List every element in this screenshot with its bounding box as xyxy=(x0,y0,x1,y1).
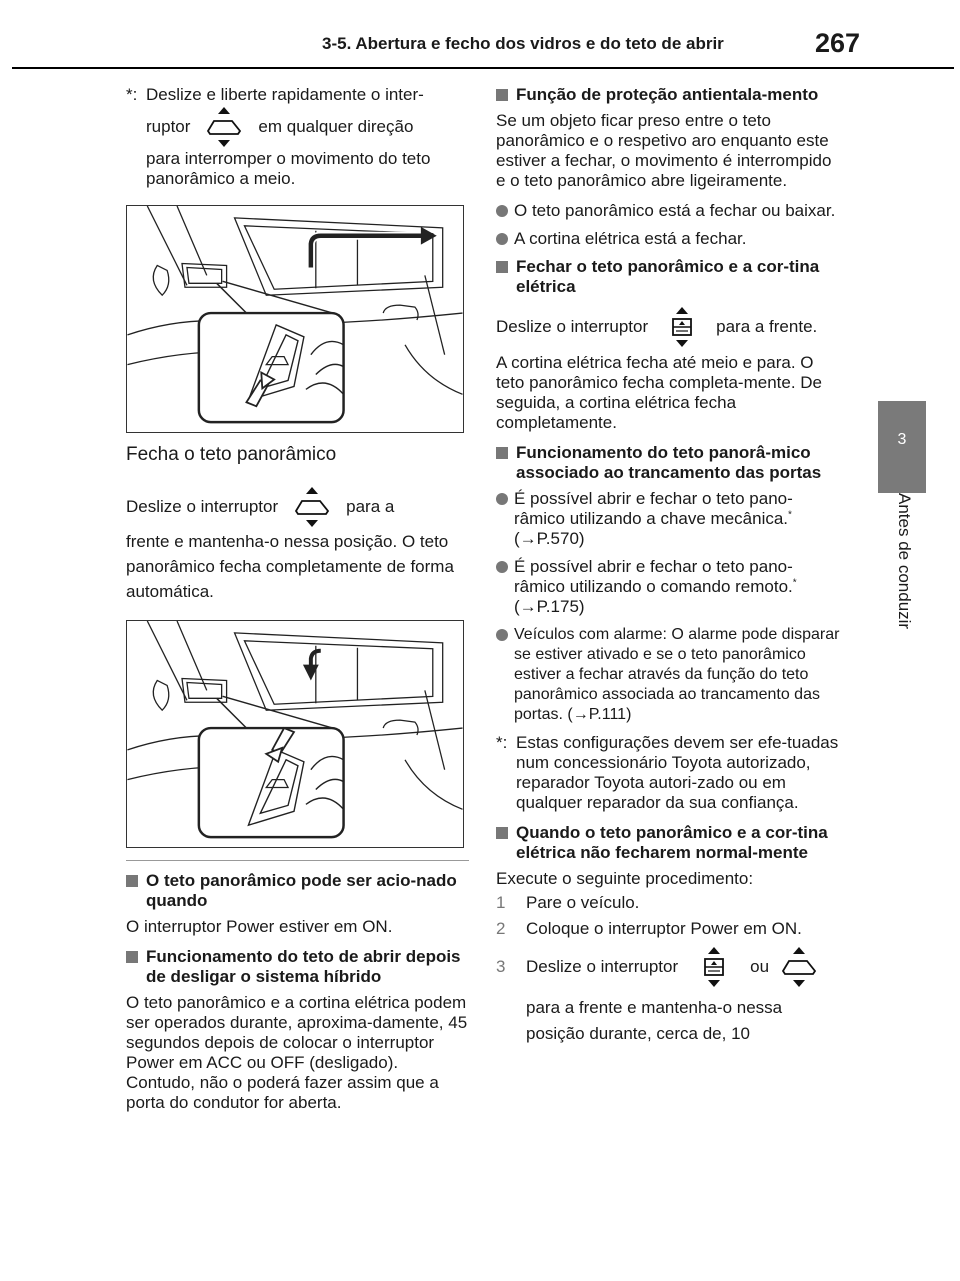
square-bullet-icon xyxy=(496,89,508,101)
section-text: Se um objeto ficar preso entre o teto panorâmico e o respetivo aro enquanto este estiver a fechar, o movimento é interrompido e o teto panorâmico abre ligeiramente. xyxy=(496,111,832,190)
round-bullet-icon xyxy=(496,493,508,505)
list-item-text: A cortina elétrica está a fechar. xyxy=(514,229,747,248)
step-text-d: posição durante, cerca de, 10 xyxy=(526,1024,750,1043)
chapter-label-wrap xyxy=(878,493,926,663)
section-operable xyxy=(126,860,469,937)
header-divider xyxy=(12,67,954,69)
step-number: 2 xyxy=(496,919,506,938)
step-text: Coloque o interruptor Power em ON. xyxy=(526,919,802,938)
close-text-c: frente e mantenha-o nessa posição. O teto panorâmico fecha completamente de forma automática. xyxy=(126,532,454,601)
section-text: O teto panorâmico e a cortina elétrica podem ser operados durante, aproxima-damente, 45 segundos depois de colocar o interruptor Power em ACC ou OFF (desligado). Contudo, não o poderá fazer assim que a porta do condutor for aberta. xyxy=(126,993,468,1112)
round-bullet-icon xyxy=(496,205,508,217)
section-text: O interruptor Power estiver em ON. xyxy=(126,917,393,936)
section-text: A cortina elétrica fecha até meio e para. O teto panorâmico fecha completa-mente. De seguida, a cortina elétrica fecha completamente. xyxy=(496,353,823,432)
roof-open-illustration xyxy=(127,206,463,432)
chapter-label: Antes de conduzir xyxy=(895,493,914,630)
section-close-roof-shade xyxy=(496,257,841,433)
section-heading xyxy=(126,871,469,911)
footnote-switch-line xyxy=(126,105,469,149)
list-item xyxy=(496,625,841,725)
list-item xyxy=(496,201,841,221)
footnote-2 xyxy=(496,733,841,813)
step-item xyxy=(496,945,841,989)
footnote-mark: *: xyxy=(126,85,138,104)
figure-roof-close xyxy=(126,620,464,848)
shade-switch-icon xyxy=(692,945,736,989)
section-title: Função de proteção antientala-mento xyxy=(516,85,819,104)
figure-caption: Fecha o teto panorâmico xyxy=(126,444,337,465)
roof-tilt-switch-icon xyxy=(777,945,821,989)
step-continuation xyxy=(496,995,841,1047)
square-bullet-icon xyxy=(126,951,138,963)
section-anti-pinch xyxy=(496,85,841,249)
list-item xyxy=(496,229,841,249)
section-title: Funcionamento do teto panorâ-mico associado ao trancamento das portas xyxy=(516,443,822,482)
square-bullet-icon xyxy=(126,875,138,887)
roof-tilt-switch-icon xyxy=(202,105,246,149)
footnote-text-1c: em qualquer direção xyxy=(258,117,414,136)
step-number: 3 xyxy=(496,957,506,976)
shade-switch-icon xyxy=(660,305,704,349)
list-item-text: É possível abrir e fechar o teto pano-râmico utilizando a chave mecânica. xyxy=(514,489,793,528)
section-not-closing xyxy=(496,823,841,1047)
step-text-b: ou xyxy=(750,957,770,976)
square-bullet-icon xyxy=(496,827,508,839)
left-column xyxy=(126,85,469,1123)
list-item xyxy=(496,489,841,549)
shade-instruction-line xyxy=(496,305,841,349)
close-text-b: para a xyxy=(346,497,395,516)
footnote-mark: *: xyxy=(496,733,508,752)
footnote-text-1a: Deslize e liberte rapidamente o inter- xyxy=(146,85,424,104)
list-item-text: O teto panorâmico está a fechar ou baixar. xyxy=(514,201,836,220)
round-bullet-icon xyxy=(496,233,508,245)
step-text-c: para a frente e mantenha-o nessa xyxy=(526,998,783,1017)
step-number: 1 xyxy=(496,893,506,912)
section-heading xyxy=(496,257,841,297)
step-text-a: Deslize o interruptor xyxy=(526,957,679,976)
section-title: O teto panorâmico pode ser acio-nado quando xyxy=(146,871,457,910)
list-item-body xyxy=(514,557,841,617)
footnote-text-1d: para interromper o movimento do teto panorâmico a meio. xyxy=(146,149,431,188)
section-door-lock-link xyxy=(496,443,841,813)
section-heading xyxy=(496,85,841,105)
section-title: Fechar o teto panorâmico e a cor-tina elétrica xyxy=(516,257,820,296)
list-item xyxy=(496,557,841,617)
section-heading xyxy=(496,443,841,483)
roof-close-illustration xyxy=(127,621,463,847)
list-item-body xyxy=(514,489,841,549)
footnote-text-1b: ruptor xyxy=(146,117,191,136)
page-number: 267 xyxy=(815,28,861,58)
step-item xyxy=(496,919,841,939)
list-item-text: É possível abrir e fechar o teto pano-râmico utilizando o comando remoto. xyxy=(514,557,793,596)
page-reference: (→P.570) xyxy=(514,529,585,548)
square-bullet-icon xyxy=(496,447,508,459)
footnote-1 xyxy=(126,85,469,105)
footnote-text: Estas configurações devem ser efe-tuadas num concessionário Toyota autorizado, reparador Toyota autori-zado ou em qualquer reparador da sua confiança. xyxy=(516,733,839,812)
section-text: Execute o seguinte procedimento: xyxy=(496,869,754,888)
section-title: Quando o teto panorâmico e a cor-tina elétrica não fecharem normal-mente xyxy=(516,823,828,862)
step-item xyxy=(496,893,841,913)
roof-tilt-switch-icon xyxy=(290,485,334,529)
footnote-star: * xyxy=(788,509,792,521)
page-reference: (→P.175) xyxy=(514,597,585,616)
section-after-hybrid-off xyxy=(126,947,469,1113)
round-bullet-icon xyxy=(496,629,508,641)
shade-text-a: Deslize o interruptor xyxy=(496,317,649,336)
round-bullet-icon xyxy=(496,561,508,573)
step-text: Pare o veículo. xyxy=(526,893,640,912)
header-title: 3-5. Abertura e fecho dos vidros e do teto de abrir xyxy=(322,34,724,53)
square-bullet-icon xyxy=(496,261,508,273)
section-title: Funcionamento do teto de abrir depois de desligar o sistema híbrido xyxy=(146,947,461,986)
footnote-star: * xyxy=(792,577,797,589)
section-heading xyxy=(496,823,841,863)
right-column xyxy=(496,85,841,1047)
figure-roof-open xyxy=(126,205,464,433)
section-heading xyxy=(126,947,469,987)
list-item-text: Veículos com alarme: O alarme pode disparar se estiver ativado e se o teto panorâmico estiver a fechar através da função do teto panorâmico associada ao trancamento das portas. (→P.111) xyxy=(514,626,840,723)
chapter-number: 3 xyxy=(897,431,907,448)
shade-text-b: para a frente. xyxy=(716,317,818,336)
close-instruction-line xyxy=(126,485,469,529)
close-text-a: Deslize o interruptor xyxy=(126,497,279,516)
chapter-tab xyxy=(878,401,926,493)
